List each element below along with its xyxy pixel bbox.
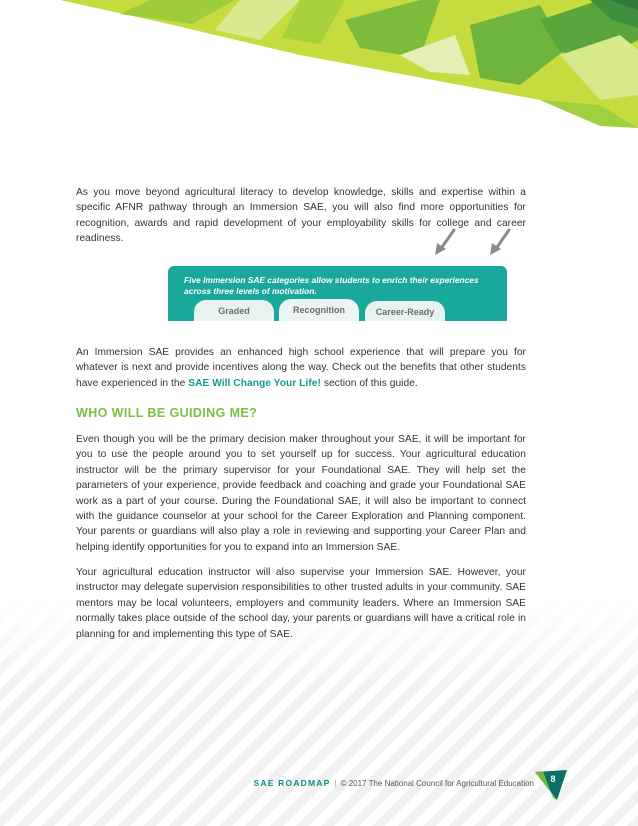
arrow-down-left-icon bbox=[434, 228, 458, 256]
tab-recognition: Recognition bbox=[279, 299, 359, 321]
footer-brand: SAE ROADMAP bbox=[253, 778, 331, 788]
arrow-down-left-icon bbox=[489, 228, 513, 256]
section-heading: WHO WILL BE GUIDING ME? bbox=[76, 406, 258, 420]
page-number: 8 bbox=[550, 774, 556, 784]
guiding-paragraph-1: Even though you will be the primary decision maker throughout your SAE, it will be important for you to use the people around you to set yourself up for success. Your agricultural education instructor will be the primary supervisor for your Foundational SAE. They will help set the parameters of your experience, provide feedback and coaching and grade your Foundational SAE work as a part of your course. During the Foundational SAE, it will also be important to connect with the guidance counselor at your school for the Career Exploration and Planning component. Your parents or guardians will also play a role in reviewing and supporting your Career Plan and helping identify opportunities for you to expand into an Immersion SAE. bbox=[76, 434, 526, 553]
banner-text: Five Immersion SAE categories allow students to enrich their experiences across three levels of motivation. bbox=[184, 275, 479, 296]
footer-copyright: © 2017 The National Council for Agricultural Education bbox=[340, 779, 534, 788]
tab-graded: Graded bbox=[194, 300, 274, 321]
sae-change-life-link[interactable]: SAE Will Change Your Life! bbox=[188, 377, 321, 389]
intro-paragraph: As you move beyond agricultural literacy to develop knowledge, skills and expertise within a specific AFNR pathway through an Immersion SAE, you will also find more opportunities for recognition, awards and rapid development of your employability skills for college and career readiness. bbox=[76, 187, 526, 245]
immersion-paragraph bbox=[76, 345, 526, 391]
immersion-text-before: An Immersion SAE provides an enhanced high school experience that will prepare you for whatever is next and provide incentives along the way. Check out the benefits that other students have experienced in the bbox=[76, 347, 526, 389]
guiding-paragraph-2: Your agricultural education instructor will also supervise your Immersion SAE. However, your instructor may delegate supervision responsibilities to other trusted adults in your community. SAE mentors may be local volunteers, employers and community leaders. Where an Immersion SAE normally takes place outside of the school day, your parents or guardians will have a critical role in planning for and implementing this type of SAE. bbox=[76, 567, 526, 640]
tab-career-ready: Career-Ready bbox=[365, 301, 445, 321]
page-footer bbox=[254, 776, 534, 790]
footer-separator: | bbox=[334, 779, 337, 788]
header-graphic bbox=[0, 0, 638, 135]
immersion-text-after: section of this guide. bbox=[320, 377, 418, 389]
motivation-banner bbox=[168, 266, 507, 321]
